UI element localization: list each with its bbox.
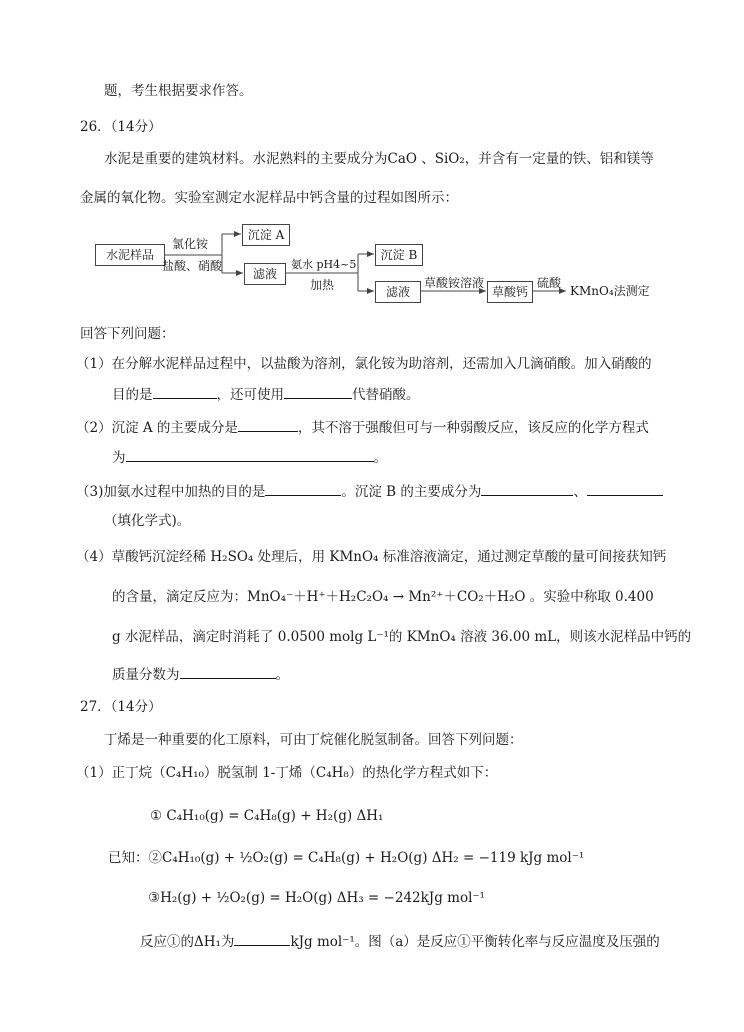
q26-p1-text-b: ，还可使用 xyxy=(216,387,284,403)
q26-p2-text-a: （2）沉淀 A 的主要成分是 xyxy=(76,420,238,436)
box-filtrate-2: 滤液 xyxy=(375,281,421,303)
label-kmno4-method: KMnO₄法测定 xyxy=(570,284,650,298)
q26-p1-line2 xyxy=(112,384,420,405)
blank-2a[interactable] xyxy=(238,417,298,432)
top-line: 题，考生根据要求作答。 xyxy=(104,83,253,99)
q26-p1-text-c: 代替硝酸。 xyxy=(352,387,420,403)
blank-4[interactable] xyxy=(180,664,276,679)
box-sample: 水泥样品 xyxy=(95,244,165,266)
answer-prompt: 回答下列问题： xyxy=(80,326,175,342)
q26-p3-text-a: （3)加氨水过程中加热的目的是 xyxy=(76,484,266,500)
q26-p3-line2: （填化学式)。 xyxy=(104,513,191,529)
q27-last-text-b: kJg mol⁻¹。图（a）是反应①平衡转化率与反应温度及压强的 xyxy=(290,934,660,950)
blank-3a[interactable] xyxy=(265,481,341,496)
q27-eq1: ① C₄H₁₀(g) = C₄H₈(g) + H₂(g) ΔH₁ xyxy=(150,808,384,824)
label-ammonia: 氨水 pH4~5 xyxy=(291,258,357,271)
q26-p4-line2: 的含量，滴定反应为：MnO₄⁻＋H⁺＋H₂C₂O₄ → Mn²⁺＋CO₂＋H₂O 。实验中称取 0.400 xyxy=(112,589,654,605)
q26-intro-line2: 金属的氧化物。实验室测定水泥样品中钙含量的过程如图所示： xyxy=(80,190,458,206)
q27-last-line xyxy=(140,931,660,952)
q27-header: 27．（14分） xyxy=(80,699,162,715)
blank-1a[interactable] xyxy=(153,384,217,399)
label-reagent1-top: 氯化铵 xyxy=(172,237,209,251)
q26-p4-text-b: 。 xyxy=(275,667,289,683)
blank-2b[interactable] xyxy=(126,447,374,462)
blank-3b[interactable] xyxy=(481,481,573,496)
blank-3c[interactable] xyxy=(587,481,663,496)
q26-p3-text-c: 、 xyxy=(573,484,587,500)
label-reagent1-bottom: 盐酸、硝酸 xyxy=(162,259,223,273)
q26-p1-text-a: 目的是 xyxy=(112,387,153,403)
q26-p4-line1: （4）草酸钙沉淀经稀 H₂SO₄ 处理后，用 KMnO₄ 标准溶液滴定，通过测定草酸的量可间接获知钙 xyxy=(76,549,667,565)
q26-p1-line1: （1）在分解水泥样品过程中，以盐酸为溶剂，氯化铵为助溶剂，还需加入几滴硝酸。加入硝酸的 xyxy=(76,356,652,372)
box-calcium-oxalate: 草酸钙 xyxy=(487,281,533,303)
q26-p2-text-d: 。 xyxy=(373,450,387,466)
label-heating: 加热 xyxy=(310,278,335,292)
q26-p3-text-b: 。沉淀 B 的主要成分为 xyxy=(341,484,482,500)
label-oxalate-solution: 草酸铵溶液 xyxy=(424,276,485,290)
q27-last-text-a: 反应①的ΔH₁为 xyxy=(140,934,235,950)
q26-intro-line1: 水泥是重要的建筑材料。水泥熟料的主要成分为CaO 、SiO₂，并含有一定量的铁、铝和镁等 xyxy=(104,151,654,167)
q27-eq2: 已知：②C₄H₁₀(g) + ½O₂(g) = C₄H₈(g) + H₂O(g) ΔH₂ = −119 kJg mol⁻¹ xyxy=(108,850,585,866)
q27-p1: （1）正丁烷（C₄H₁₀）脱氢制 1-丁烯（C₄H₈）的热化学方程式如下： xyxy=(76,765,498,781)
q26-header: 26．（14分） xyxy=(80,119,162,135)
blank-1b[interactable] xyxy=(284,384,352,399)
q26-p4-line4 xyxy=(112,664,289,685)
q26-p2-text-c: 为 xyxy=(112,450,126,466)
q26-p3-line1 xyxy=(76,481,663,502)
q26-p4-text-a: 质量分数为 xyxy=(112,667,180,683)
q26-p2-line1 xyxy=(76,417,649,438)
box-precipitate-b: 沉淀 B xyxy=(375,244,423,266)
q27-intro: 丁烯是一种重要的化工原料，可由丁烷催化脱氢制备。回答下列问题： xyxy=(104,732,523,748)
q26-p4-line3: g 水泥样品，滴定时消耗了 0.0500 molg L⁻¹的 KMnO₄ 溶液 36.00 mL，则该水泥样品中钙的 xyxy=(112,629,692,645)
q26-p2-text-b: ，其不溶于强酸但可与一种弱酸反应，该反应的化学方程式 xyxy=(297,420,649,436)
label-sulfuric-acid: 硫酸 xyxy=(537,276,562,290)
box-precipitate-a: 沉淀 A xyxy=(242,224,290,246)
q26-p2-line2 xyxy=(112,447,387,468)
q27-eq3: ③H₂(g) + ½O₂(g) = H₂O(g) ΔH₃ = −242kJg mol⁻¹ xyxy=(148,890,485,906)
blank-27[interactable] xyxy=(234,931,290,946)
box-filtrate-1: 滤液 xyxy=(244,263,286,285)
